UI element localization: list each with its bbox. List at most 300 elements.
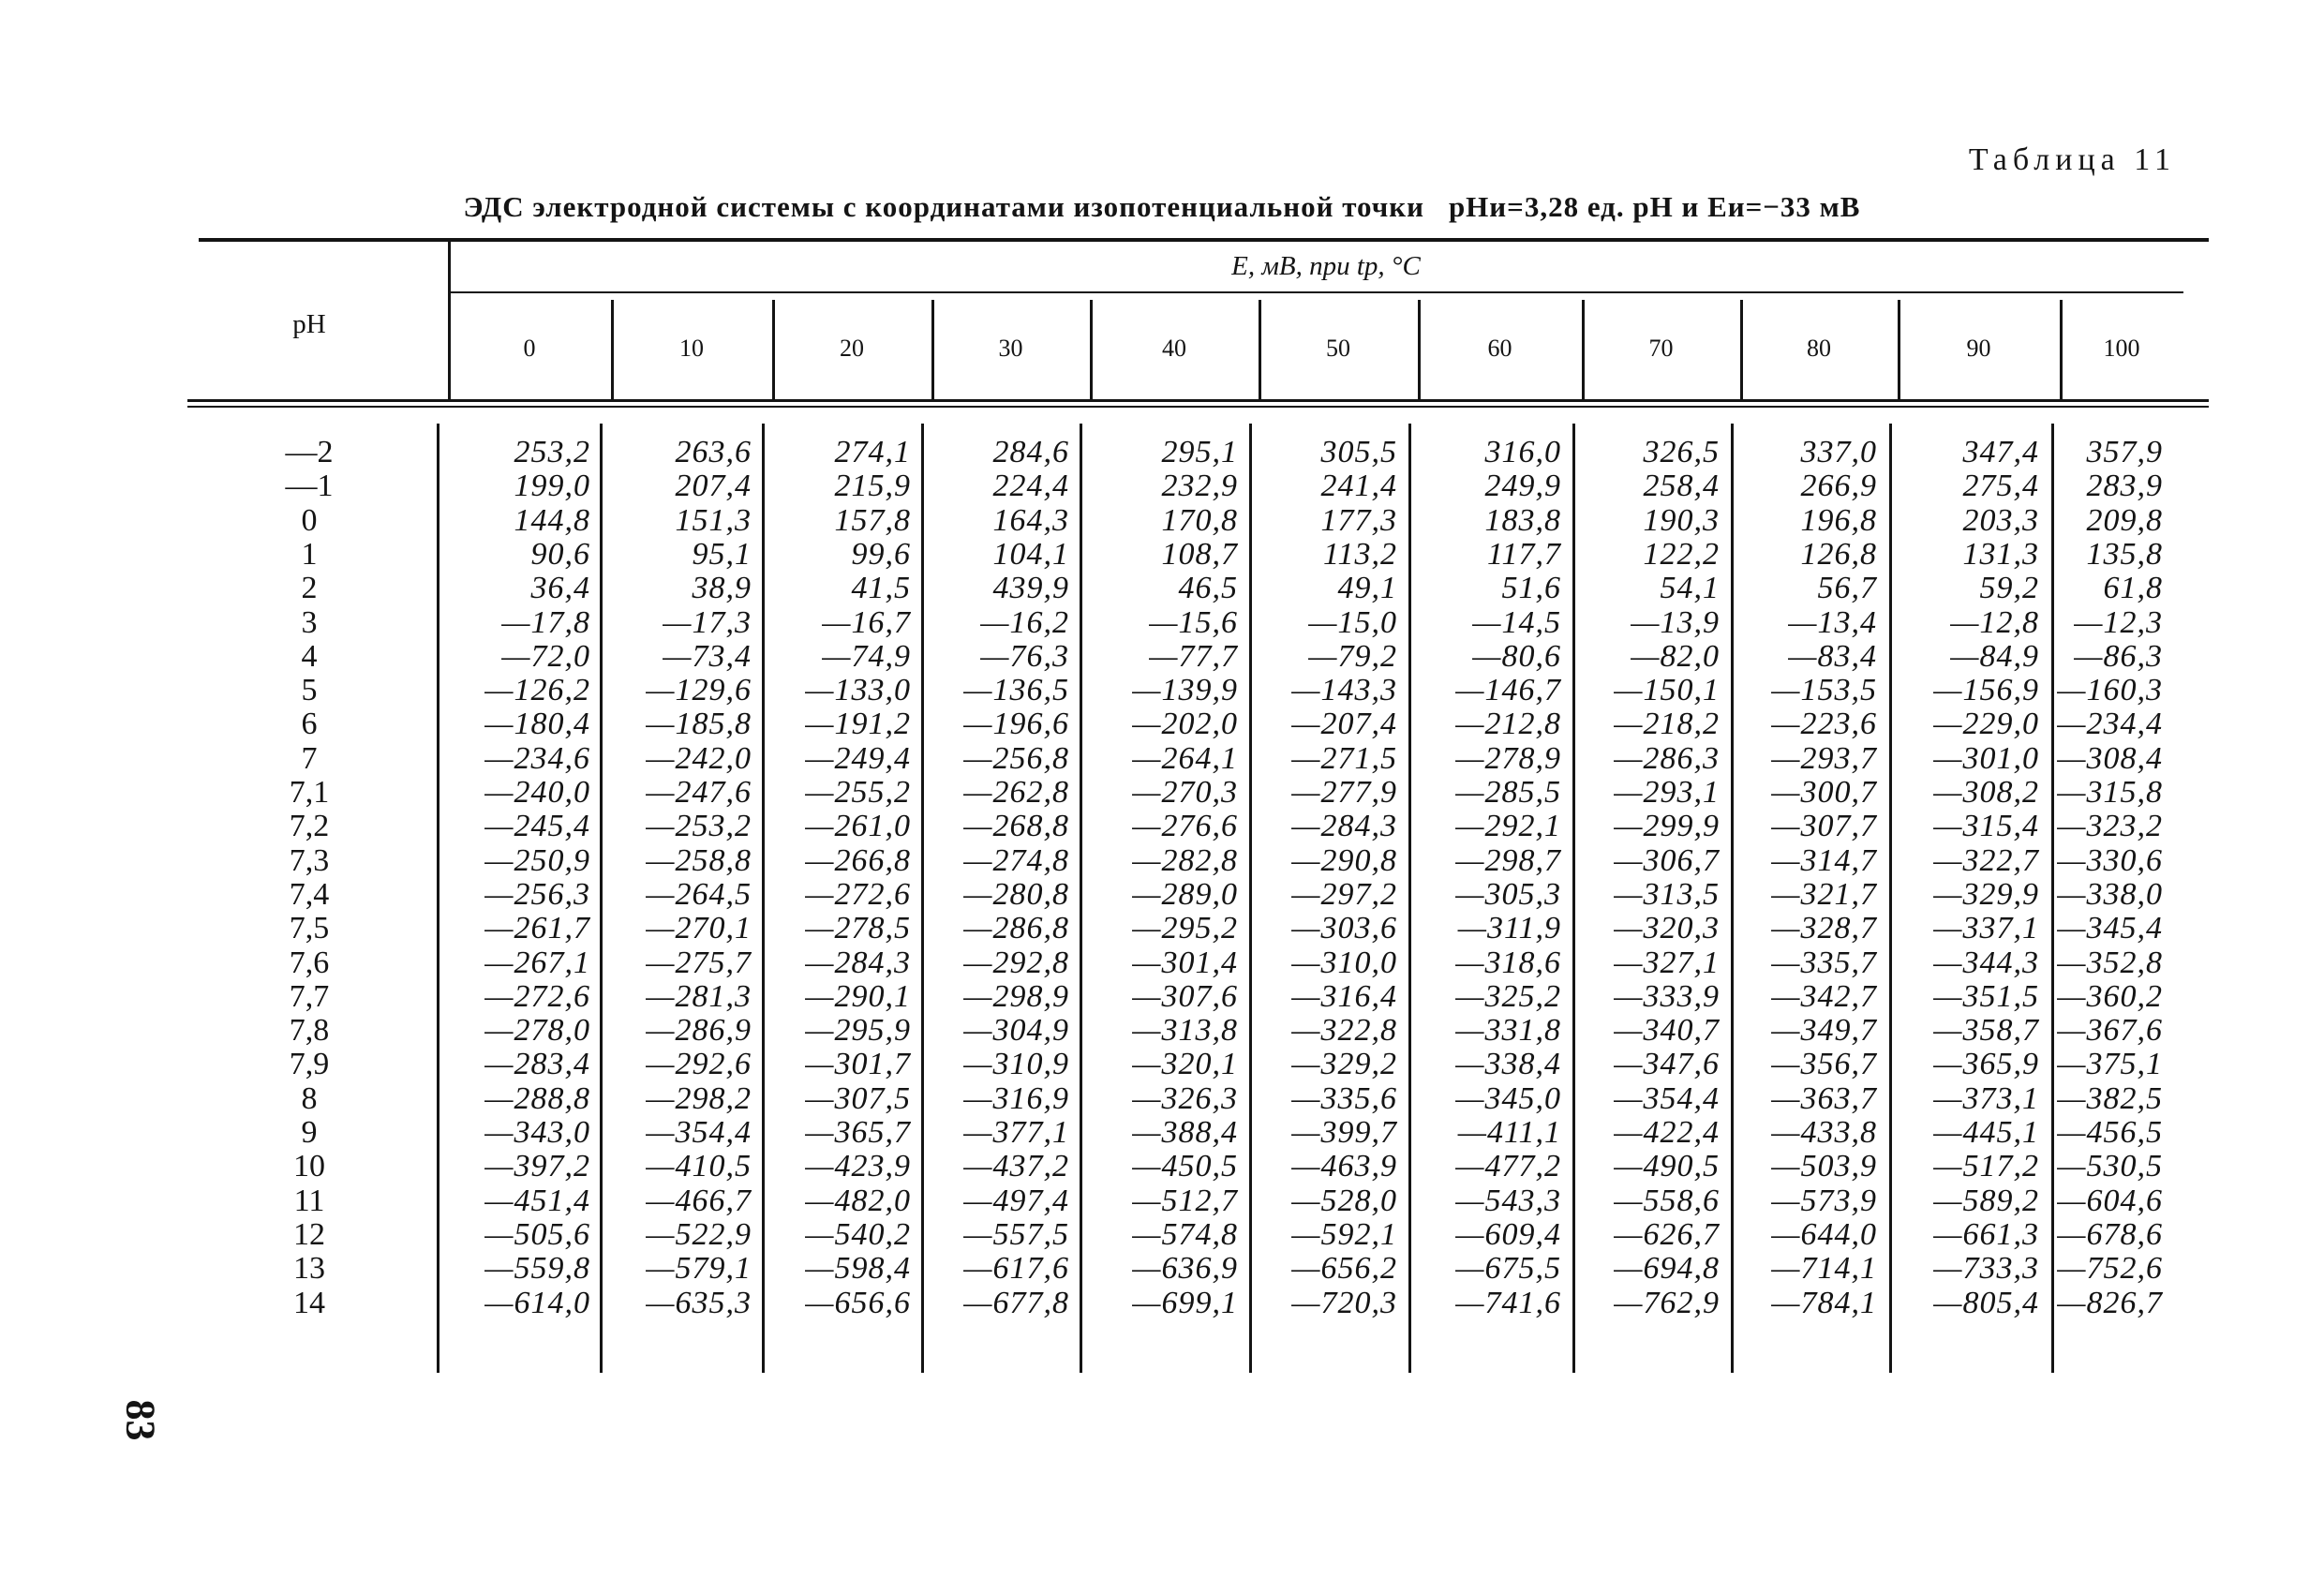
- emf-value: 199,0: [514, 469, 590, 504]
- emf-value: 263,6: [675, 435, 752, 469]
- emf-value: —626,7: [1614, 1216, 1720, 1252]
- emf-value: —456,5: [2057, 1115, 2163, 1150]
- emf-value: —388,4: [1132, 1115, 1238, 1150]
- subheader-rule: [448, 291, 2183, 293]
- emf-value: —304,9: [963, 1013, 1069, 1049]
- emf-value: 104,1: [992, 536, 1069, 572]
- emf-value: 253,2: [514, 435, 590, 469]
- emf-value: —363,7: [1771, 1080, 1877, 1116]
- emf-value: —450,5: [1132, 1149, 1238, 1184]
- emf-value: 316,0: [1484, 435, 1561, 469]
- emf-value: —349,7: [1771, 1013, 1877, 1049]
- emf-value: —328,7: [1771, 911, 1877, 946]
- emf-value: 49,1: [1337, 571, 1397, 606]
- emf-value: —482,0: [805, 1183, 911, 1218]
- temperature-header: 0: [523, 335, 536, 362]
- emf-value: —313,5: [1614, 876, 1720, 912]
- emf-value: —609,4: [1455, 1216, 1561, 1252]
- emf-value: 241,4: [1320, 469, 1397, 504]
- emf-value: —543,3: [1455, 1183, 1561, 1218]
- table-title: [187, 190, 2137, 224]
- emf-value: —316,9: [963, 1080, 1069, 1116]
- ph-value: 4: [301, 638, 318, 674]
- ph-value: 7,6: [289, 945, 330, 980]
- emf-value: —274,8: [963, 842, 1069, 878]
- emf-value: —242,0: [646, 740, 752, 776]
- emf-value: —360,2: [2057, 978, 2163, 1014]
- emf-value: —17,8: [501, 604, 590, 640]
- column-rule-body: [437, 424, 439, 1373]
- emf-value: —284,3: [1291, 809, 1397, 844]
- emf-value: —280,8: [963, 876, 1069, 912]
- emf-value: —331,8: [1455, 1013, 1561, 1049]
- emf-value: —185,8: [646, 707, 752, 742]
- emf-value: 439,9: [992, 571, 1069, 606]
- emf-value: —284,3: [805, 945, 911, 980]
- emf-value: 203,3: [1962, 502, 2039, 538]
- emf-value: —298,2: [646, 1080, 752, 1116]
- emf-value: —255,2: [805, 775, 911, 810]
- emf-value: —410,5: [646, 1149, 752, 1184]
- emf-value: —212,8: [1455, 707, 1561, 742]
- ph-value: —1: [285, 469, 334, 504]
- emf-value: 59,2: [1979, 571, 2039, 606]
- emf-value: —337,1: [1933, 911, 2039, 946]
- emf-value: —256,8: [963, 740, 1069, 776]
- emf-value: 117,7: [1487, 536, 1561, 572]
- emf-value: 196,8: [1800, 502, 1877, 538]
- emf-value: —497,4: [963, 1183, 1069, 1218]
- emf-value: —277,9: [1291, 775, 1397, 810]
- emf-value: —617,6: [963, 1251, 1069, 1287]
- emf-value: —86,3: [2074, 638, 2163, 674]
- emf-value: —323,2: [2057, 809, 2163, 844]
- emf-value: —234,4: [2057, 707, 2163, 742]
- emf-value: 99,6: [851, 536, 911, 572]
- emf-value: —308,2: [1933, 775, 2039, 810]
- emf-value: —270,3: [1132, 775, 1238, 810]
- emf-value: 51,6: [1501, 571, 1561, 606]
- emf-value: —505,6: [484, 1216, 590, 1252]
- emf-value: —433,8: [1771, 1115, 1877, 1150]
- emf-value: —250,9: [484, 842, 590, 878]
- emf-value: —326,3: [1132, 1080, 1238, 1116]
- emf-value: —644,0: [1771, 1216, 1877, 1252]
- emf-value: —733,3: [1933, 1251, 2039, 1287]
- ph-value: 10: [293, 1149, 325, 1184]
- emf-value: —278,5: [805, 911, 911, 946]
- emf-value: —271,5: [1291, 740, 1397, 776]
- emf-value: —281,3: [646, 978, 752, 1014]
- emf-value: 274,1: [834, 435, 911, 469]
- emf-value: —437,2: [963, 1149, 1069, 1184]
- ph-value: 8: [301, 1080, 318, 1116]
- emf-value: —253,2: [646, 809, 752, 844]
- emf-value: —15,0: [1308, 604, 1397, 640]
- emf-value: —77,7: [1149, 638, 1238, 674]
- header-bottom-rule: [187, 399, 2209, 402]
- emf-value: —283,4: [484, 1047, 590, 1082]
- emf-value: —333,9: [1614, 978, 1720, 1014]
- emf-value: —301,0: [1933, 740, 2039, 776]
- emf-value: —160,3: [2057, 673, 2163, 708]
- column-rule-body: [600, 424, 603, 1373]
- emf-value: 295,1: [1161, 435, 1238, 469]
- emf-value: —292,6: [646, 1047, 752, 1082]
- emf-value: —126,2: [484, 673, 590, 708]
- emf-value: —286,9: [646, 1013, 752, 1049]
- column-rule-body: [762, 424, 765, 1373]
- emf-value: —661,3: [1933, 1216, 2039, 1252]
- emf-value: —16,2: [980, 604, 1069, 640]
- emf-value: —592,1: [1291, 1216, 1397, 1252]
- emf-value: —202,0: [1132, 707, 1238, 742]
- temperature-header: 100: [2103, 335, 2140, 362]
- column-rule-header: [1090, 300, 1093, 399]
- ph-value: 7: [301, 740, 318, 776]
- emf-value: —330,6: [2057, 842, 2163, 878]
- emf-value: —278,0: [484, 1013, 590, 1049]
- emf-value: —347,6: [1614, 1047, 1720, 1082]
- emf-value: —150,1: [1614, 673, 1720, 708]
- emf-value: —322,7: [1933, 842, 2039, 878]
- emf-value: —678,6: [2057, 1216, 2163, 1252]
- emf-value: —314,7: [1771, 842, 1877, 878]
- emf-value: —677,8: [963, 1285, 1069, 1320]
- emf-value: —247,6: [646, 775, 752, 810]
- emf-value: —12,3: [2074, 604, 2163, 640]
- emf-value: —377,1: [963, 1115, 1069, 1150]
- emf-value: 122,2: [1643, 536, 1720, 572]
- emf-value: —318,6: [1455, 945, 1561, 980]
- emf-value: —278,9: [1455, 740, 1561, 776]
- temperature-header: 80: [1807, 335, 1831, 362]
- emf-value: —423,9: [805, 1149, 911, 1184]
- emf-value: —13,9: [1631, 604, 1720, 640]
- table-title-params: pHи=3,28 ед. pH и Eи=−33 мВ: [1448, 190, 1861, 223]
- emf-value: —218,2: [1614, 707, 1720, 742]
- emf-value: —699,1: [1132, 1285, 1238, 1320]
- emf-value: 95,1: [692, 536, 752, 572]
- column-rule-body: [1731, 424, 1734, 1373]
- ph-value: —2: [285, 435, 334, 469]
- emf-value: 266,9: [1800, 469, 1877, 504]
- emf-value: —196,6: [963, 707, 1069, 742]
- emf-value: 249,9: [1484, 469, 1561, 504]
- ph-value: 6: [301, 707, 318, 742]
- emf-value: —517,2: [1933, 1149, 2039, 1184]
- emf-value: —83,4: [1788, 638, 1877, 674]
- emf-value: —656,2: [1291, 1251, 1397, 1287]
- emf-value: —445,1: [1933, 1115, 2039, 1150]
- emf-value: —598,4: [805, 1251, 911, 1287]
- emf-value: —310,0: [1291, 945, 1397, 980]
- emf-value: —477,2: [1455, 1149, 1561, 1184]
- emf-value: —397,2: [484, 1149, 590, 1184]
- emf-value: —784,1: [1771, 1285, 1877, 1320]
- top-rule: [199, 238, 2209, 242]
- emf-value: 135,8: [2086, 536, 2163, 572]
- table-label: Таблица 11: [1968, 142, 2176, 177]
- emf-value: —310,9: [963, 1047, 1069, 1082]
- emf-value: —340,7: [1614, 1013, 1720, 1049]
- emf-value: —352,8: [2057, 945, 2163, 980]
- emf-value: —136,5: [963, 673, 1069, 708]
- emf-value: —290,1: [805, 978, 911, 1014]
- emf-value: —295,9: [805, 1013, 911, 1049]
- emf-value: —675,5: [1455, 1251, 1561, 1287]
- emf-value: —264,1: [1132, 740, 1238, 776]
- emf-value: —282,8: [1132, 842, 1238, 878]
- emf-value: —335,6: [1291, 1080, 1397, 1116]
- emf-value: 56,7: [1817, 571, 1877, 606]
- emf-value: —276,6: [1132, 809, 1238, 844]
- emf-value: —267,1: [484, 945, 590, 980]
- emf-value: —540,2: [805, 1216, 911, 1252]
- emf-value: —307,7: [1771, 809, 1877, 844]
- emf-value: —286,3: [1614, 740, 1720, 776]
- ph-value: 11: [293, 1183, 325, 1218]
- emf-value: —293,7: [1771, 740, 1877, 776]
- emf-value: 151,3: [675, 502, 752, 538]
- page-number: 83: [117, 1399, 164, 1441]
- emf-value: —573,9: [1771, 1183, 1877, 1218]
- emf-value: —558,6: [1614, 1183, 1720, 1218]
- emf-value: —315,4: [1933, 809, 2039, 844]
- emf-value: —191,2: [805, 707, 911, 742]
- emf-value: —805,4: [1933, 1285, 2039, 1320]
- emf-value: —298,9: [963, 978, 1069, 1014]
- emf-value: 283,9: [2086, 469, 2163, 504]
- emf-value: —14,5: [1472, 604, 1561, 640]
- column-rule-body: [1408, 424, 1411, 1373]
- temperature-header: 20: [840, 335, 864, 362]
- emf-value: 357,9: [2086, 435, 2163, 469]
- ph-value: 3: [301, 604, 318, 640]
- emf-value: —463,9: [1291, 1149, 1397, 1184]
- ph-value: 7,8: [289, 1013, 330, 1049]
- emf-value: 224,4: [992, 469, 1069, 504]
- ph-value: 0: [301, 502, 318, 538]
- emf-value: —530,5: [2057, 1149, 2163, 1184]
- emf-value: 347,4: [1962, 435, 2039, 469]
- emf-value: 305,5: [1320, 435, 1397, 469]
- emf-value: —245,4: [484, 809, 590, 844]
- emf-value: —299,9: [1614, 809, 1720, 844]
- emf-value: —289,0: [1132, 876, 1238, 912]
- emf-value: —351,5: [1933, 978, 2039, 1014]
- temperature-header: 30: [998, 335, 1023, 362]
- emf-value: —12,8: [1950, 604, 2039, 640]
- emf-value: —268,8: [963, 809, 1069, 844]
- emf-value: —133,0: [805, 673, 911, 708]
- emf-value: 46,5: [1178, 571, 1238, 606]
- emf-value: —338,4: [1455, 1047, 1561, 1082]
- emf-value: —297,2: [1291, 876, 1397, 912]
- temperature-header: 60: [1487, 335, 1512, 362]
- ph-value: 14: [293, 1285, 325, 1320]
- emf-value: —156,9: [1933, 673, 2039, 708]
- emf-value: —373,1: [1933, 1080, 2039, 1116]
- emf-value: —635,3: [646, 1285, 752, 1320]
- emf-value: —614,0: [484, 1285, 590, 1320]
- ph-value: 7,4: [289, 876, 330, 912]
- emf-value: —305,3: [1455, 876, 1561, 912]
- emf-value: —316,4: [1291, 978, 1397, 1014]
- emf-value: —275,7: [646, 945, 752, 980]
- emf-value: 41,5: [851, 571, 911, 606]
- emf-value: —261,0: [805, 809, 911, 844]
- emf-value: —694,8: [1614, 1251, 1720, 1287]
- emf-value: —286,8: [963, 911, 1069, 946]
- emf-value: —307,6: [1132, 978, 1238, 1014]
- emf-value: —559,8: [484, 1251, 590, 1287]
- emf-value: —358,7: [1933, 1013, 2039, 1049]
- emf-value: —256,3: [484, 876, 590, 912]
- emf-value: —503,9: [1771, 1149, 1877, 1184]
- emf-value: 170,8: [1161, 502, 1238, 538]
- emf-value: 108,7: [1161, 536, 1238, 572]
- emf-value: —266,8: [805, 842, 911, 878]
- emf-value: —295,2: [1132, 911, 1238, 946]
- emf-value: 61,8: [2103, 571, 2163, 606]
- emf-value: 36,4: [530, 571, 590, 606]
- emf-value: —84,9: [1950, 638, 2039, 674]
- emf-value: —320,1: [1132, 1047, 1238, 1082]
- emf-value: 275,4: [1962, 469, 2039, 504]
- emf-value: 207,4: [675, 469, 752, 504]
- emf-value: —356,7: [1771, 1047, 1877, 1082]
- emf-value: —321,7: [1771, 876, 1877, 912]
- emf-value: —76,3: [980, 638, 1069, 674]
- emf-value: —714,1: [1771, 1251, 1877, 1287]
- emf-value: —207,4: [1291, 707, 1397, 742]
- emf-value: —285,5: [1455, 775, 1561, 810]
- column-rule-header: [931, 300, 934, 399]
- emf-value: —270,1: [646, 911, 752, 946]
- temperature-header: 90: [1966, 335, 1991, 362]
- ph-value: 7,7: [289, 978, 330, 1014]
- ph-value: 1: [301, 536, 318, 572]
- emf-value: —522,9: [646, 1216, 752, 1252]
- ph-value: 7,3: [289, 842, 330, 878]
- emf-value: —292,1: [1455, 809, 1561, 844]
- emf-value: 284,6: [992, 435, 1069, 469]
- emf-value: —13,4: [1788, 604, 1877, 640]
- temperature-header: 10: [679, 335, 704, 362]
- emf-value: —223,6: [1771, 707, 1877, 742]
- emf-value: 144,8: [514, 502, 590, 538]
- column-rule-header: [1740, 300, 1743, 399]
- emf-value: —240,0: [484, 775, 590, 810]
- header-bottom-rule-2: [187, 406, 2209, 408]
- temperature-header: 40: [1162, 335, 1186, 362]
- row-header-ph: pH: [292, 309, 326, 339]
- emf-value: 326,5: [1643, 435, 1720, 469]
- emf-value: 215,9: [834, 469, 911, 504]
- emf-value: —343,0: [484, 1115, 590, 1150]
- emf-value: —557,5: [963, 1216, 1069, 1252]
- emf-value: 113,2: [1323, 536, 1397, 572]
- ph-value: 7,1: [289, 775, 330, 810]
- emf-value: —139,9: [1132, 673, 1238, 708]
- emf-value: 183,8: [1484, 502, 1561, 538]
- emf-value: —574,8: [1132, 1216, 1238, 1252]
- emf-value: —80,6: [1472, 638, 1561, 674]
- ph-value: 7,9: [289, 1047, 330, 1082]
- emf-value: —422,4: [1614, 1115, 1720, 1150]
- emf-value: 157,8: [834, 502, 911, 538]
- ph-value: 7,5: [289, 911, 330, 946]
- emf-value: —365,7: [805, 1115, 911, 1150]
- column-rule-body: [1249, 424, 1252, 1373]
- ph-value: 7,2: [289, 809, 330, 844]
- emf-value: —656,6: [805, 1285, 911, 1320]
- emf-value: —365,9: [1933, 1047, 2039, 1082]
- emf-value: —229,0: [1933, 707, 2039, 742]
- emf-value: —307,5: [805, 1080, 911, 1116]
- column-rule-header: [772, 300, 775, 399]
- emf-value: —604,6: [2057, 1183, 2163, 1218]
- emf-value: —73,4: [663, 638, 752, 674]
- emf-value: —327,1: [1614, 945, 1720, 980]
- emf-value: —826,7: [2057, 1285, 2163, 1320]
- emf-value: —375,1: [2057, 1047, 2163, 1082]
- emf-value: —72,0: [501, 638, 590, 674]
- ph-value: 5: [301, 673, 318, 708]
- emf-value: —249,4: [805, 740, 911, 776]
- emf-value: —741,6: [1455, 1285, 1561, 1320]
- emf-value: —344,3: [1933, 945, 2039, 980]
- emf-value: —451,4: [484, 1183, 590, 1218]
- emf-value: —315,8: [2057, 775, 2163, 810]
- emf-value: —261,7: [484, 911, 590, 946]
- emf-value: —288,8: [484, 1080, 590, 1116]
- emf-value: —466,7: [646, 1183, 752, 1218]
- emf-value: —512,7: [1132, 1183, 1238, 1218]
- emf-value: —411,1: [1457, 1115, 1561, 1150]
- column-rule-header: [1418, 300, 1421, 399]
- emf-value: —272,6: [484, 978, 590, 1014]
- emf-value: —308,4: [2057, 740, 2163, 776]
- column-rule-header: [1259, 300, 1261, 399]
- column-rule-body: [1572, 424, 1575, 1373]
- emf-value: 126,8: [1800, 536, 1877, 572]
- emf-value: —303,6: [1291, 911, 1397, 946]
- emf-value: 38,9: [692, 571, 752, 606]
- emf-value: —399,7: [1291, 1115, 1397, 1150]
- column-rule-header: [1582, 300, 1585, 399]
- column-rule-body: [1889, 424, 1892, 1373]
- emf-value: —382,5: [2057, 1080, 2163, 1116]
- column-rule-header: [611, 300, 614, 399]
- emf-value: —301,7: [805, 1047, 911, 1082]
- emf-value: 190,3: [1643, 502, 1720, 538]
- emf-value: —290,8: [1291, 842, 1397, 878]
- emf-value: —301,4: [1132, 945, 1238, 980]
- table-title-main: ЭДС электродной системы с координатами изопотенциальной точки: [463, 190, 1424, 223]
- emf-value: 209,8: [2086, 502, 2163, 538]
- temperature-header: 50: [1326, 335, 1350, 362]
- emf-value: —636,9: [1132, 1251, 1238, 1287]
- emf-value: —311,9: [1457, 911, 1561, 946]
- emf-value: —74,9: [822, 638, 911, 674]
- emf-value: —367,6: [2057, 1013, 2163, 1049]
- ph-value: 13: [293, 1251, 325, 1287]
- emf-value: —579,1: [646, 1251, 752, 1287]
- column-rule-header: [2060, 300, 2063, 399]
- emf-value: —345,4: [2057, 911, 2163, 946]
